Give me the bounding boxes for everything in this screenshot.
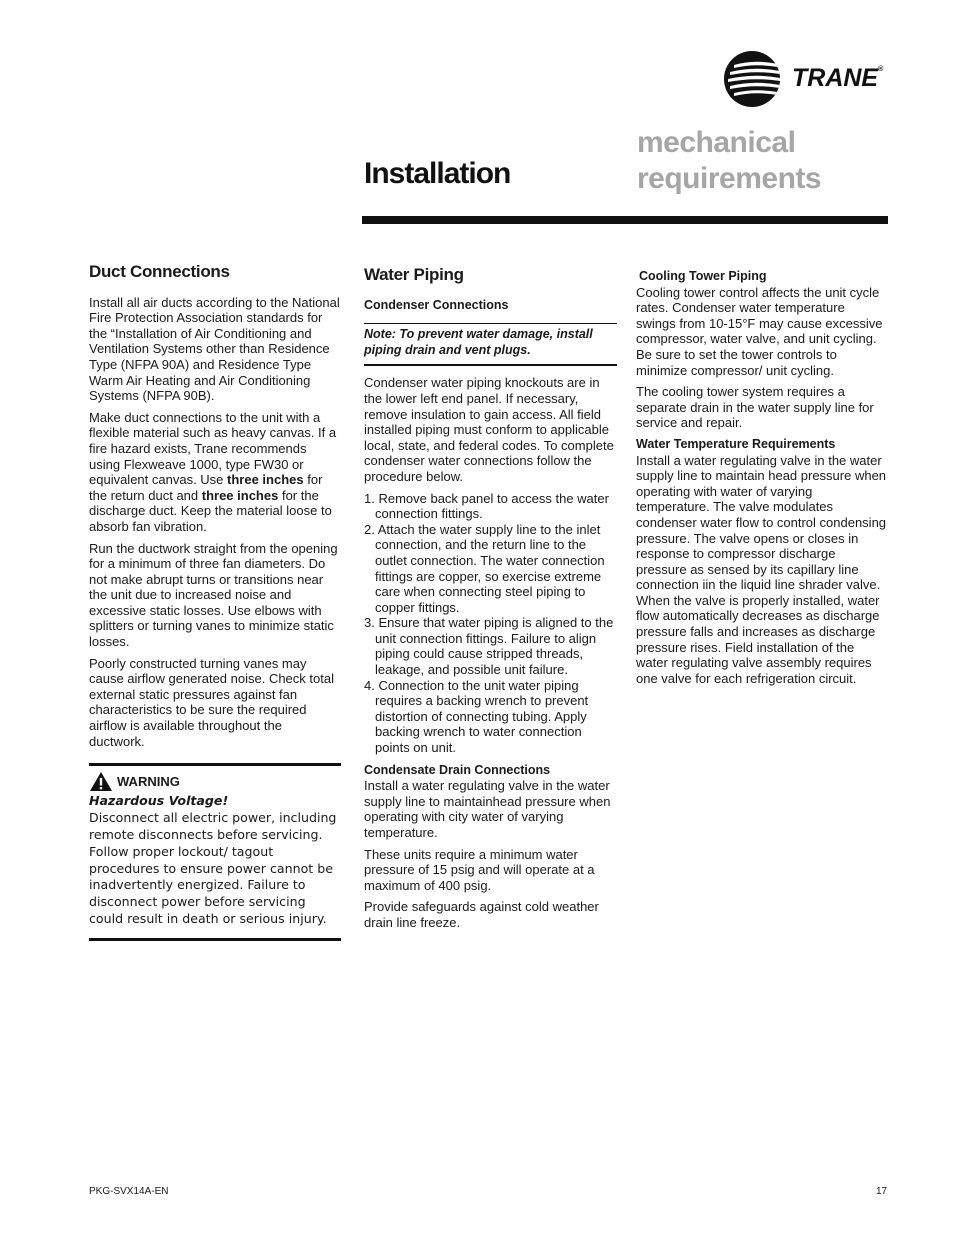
duct-connections-column — [89, 264, 341, 941]
water-paragraph-1: Condenser water piping knockouts are in the lower left end panel. If necessary, remove insulation to gain access. All field installed piping must conform to applicable local, state, and federal codes. To complete condenser water connections follow the procedure below. — [364, 375, 614, 484]
condensate-drain-heading: Condensate Drain Connections — [364, 762, 551, 777]
warning-header — [89, 771, 341, 792]
list-item: 3. Ensure that water piping is aligned to the unit connection fittings. Failure to align piping could cause stripped threads, leakage, and possible unit failure. — [364, 615, 614, 678]
section-title — [637, 125, 821, 197]
trane-logo-emblem-icon — [724, 51, 780, 107]
duct-paragraph-2: Make duct connections to the unit with a flexible material such as heavy canvas. If a fire hazard exists, Trane recommends using Flexweave 1000, type FW30 or equivalent canvas. Use three inches for the return duct and three inches for the discharge duct. Keep the material loose to absorb fan vibration. — [89, 409, 337, 534]
warning-body: Disconnect all electric power, including remote disconnects before servicing. Follow proper lockout/ tagout procedures to ensure power cannot be inadvertently energized. Failure to disconnect power before servicing could result in death or serious injury. — [89, 810, 337, 926]
tower-paragraph-1: Cooling tower control affects the unit cycle rates. Condenser water temperature swings from 10-15°F may cause excessive compressor, water valve, and unit cycling. Be sure to set the tower controls to minimize compressor/ unit cycling. — [636, 284, 883, 378]
section-title-line2: requirements — [637, 162, 822, 195]
cooling-tower-heading: Cooling Tower Piping — [639, 269, 767, 283]
duct-paragraph-3: Run the ductwork straight from the opening for a minimum of three fan diameters. Do not make abrupt turns or transitions near the unit due to increased noise and excessive static losses. Use elbows with splitters or turning vanes to minimize static losses. — [89, 540, 338, 650]
temperature-paragraph-1: Install a water regulating valve in the water supply line to maintain head pressure when operating with water of varying temperature. The valve modulates condenser water flow to control condensing pressure. The valve opens or closes in response to compressor discharge pressure as sensed by its capillary line connection iin the liquid line shrader valve. When the valve is properly installed, water flow automatically decreases as discharge pressure falls and increases as discharge pressure rises. Field installation of the water regulating valve assembly requires one valve for each refrigeration circuit. — [636, 452, 887, 686]
warning-bottom-rule — [89, 928, 341, 941]
warning-box — [89, 763, 341, 941]
footer-doc-id: PKG-SVX14A-EN — [89, 1186, 169, 1197]
section-title-line1: mechanical — [637, 126, 796, 159]
trane-logo-text: TRANE® — [792, 64, 884, 92]
page-title: Installation — [364, 157, 511, 190]
warning-subtitle: Hazardous Voltage! — [89, 793, 229, 809]
duct-paragraph-4: Poorly constructed turning vanes may cause airflow generated noise. Check total external static pressures against fan characteristics to be sure the required airflow is available throughout the ductwork. — [89, 655, 334, 749]
list-item: 4. Connection to the unit water piping requires a backing wrench to prevent distortion of connecting tubing. Apply backing wrench to water connection points on unit. — [364, 677, 589, 756]
list-item: 2. Attach the water supply line to the inlet connection, and the return line to the outlet connection. The water connection fittings are copper, so exercise extreme care when connecting steel piping to copper fittings. — [364, 521, 605, 615]
list-item: 1. Remove back panel to access the water connection fittings. — [364, 490, 609, 522]
water-temperature-heading: Water Temperature Requirements — [636, 436, 836, 451]
cooling-tower-column — [636, 269, 888, 692]
duct-paragraph-1: Install all air ducts according to the National Fire Protection Association standards for the “Installation of Air Conditioning and Ventilation Systems other than Residence Type (NFPA 90A) and Residence Type Warm Air Heating and Air Conditioning Systems (NFPA 90B). — [89, 294, 340, 404]
footer-page-number: 17 — [876, 1186, 888, 1197]
drain-paragraph-1: Install a water regulating valve in the water supply line to maintainhead pressure when operating with city water of varying temperature. — [364, 778, 611, 840]
water-piping-heading: Water Piping — [364, 265, 464, 284]
connection-steps-list — [364, 491, 617, 756]
water-damage-note: Note: To prevent water damage, install piping drain and vent plugs. — [364, 323, 617, 366]
condenser-connections-heading: Condenser Connections — [364, 297, 509, 312]
warning-label: WARNING — [117, 773, 180, 789]
tower-paragraph-2: The cooling tower system requires a separate drain in the water supply line for service and repair. — [636, 384, 874, 431]
drain-paragraph-2: These units require a minimum water pressure of 15 psig and will operate at a maximum of 400 psig. — [364, 846, 595, 893]
title-rule — [362, 216, 888, 224]
warning-triangle-icon — [89, 771, 113, 792]
water-piping-column — [364, 267, 617, 937]
duct-connections-heading: Duct Connections — [89, 262, 230, 281]
drain-paragraph-3: Provide safeguards against cold weather drain line freeze. — [364, 899, 599, 930]
